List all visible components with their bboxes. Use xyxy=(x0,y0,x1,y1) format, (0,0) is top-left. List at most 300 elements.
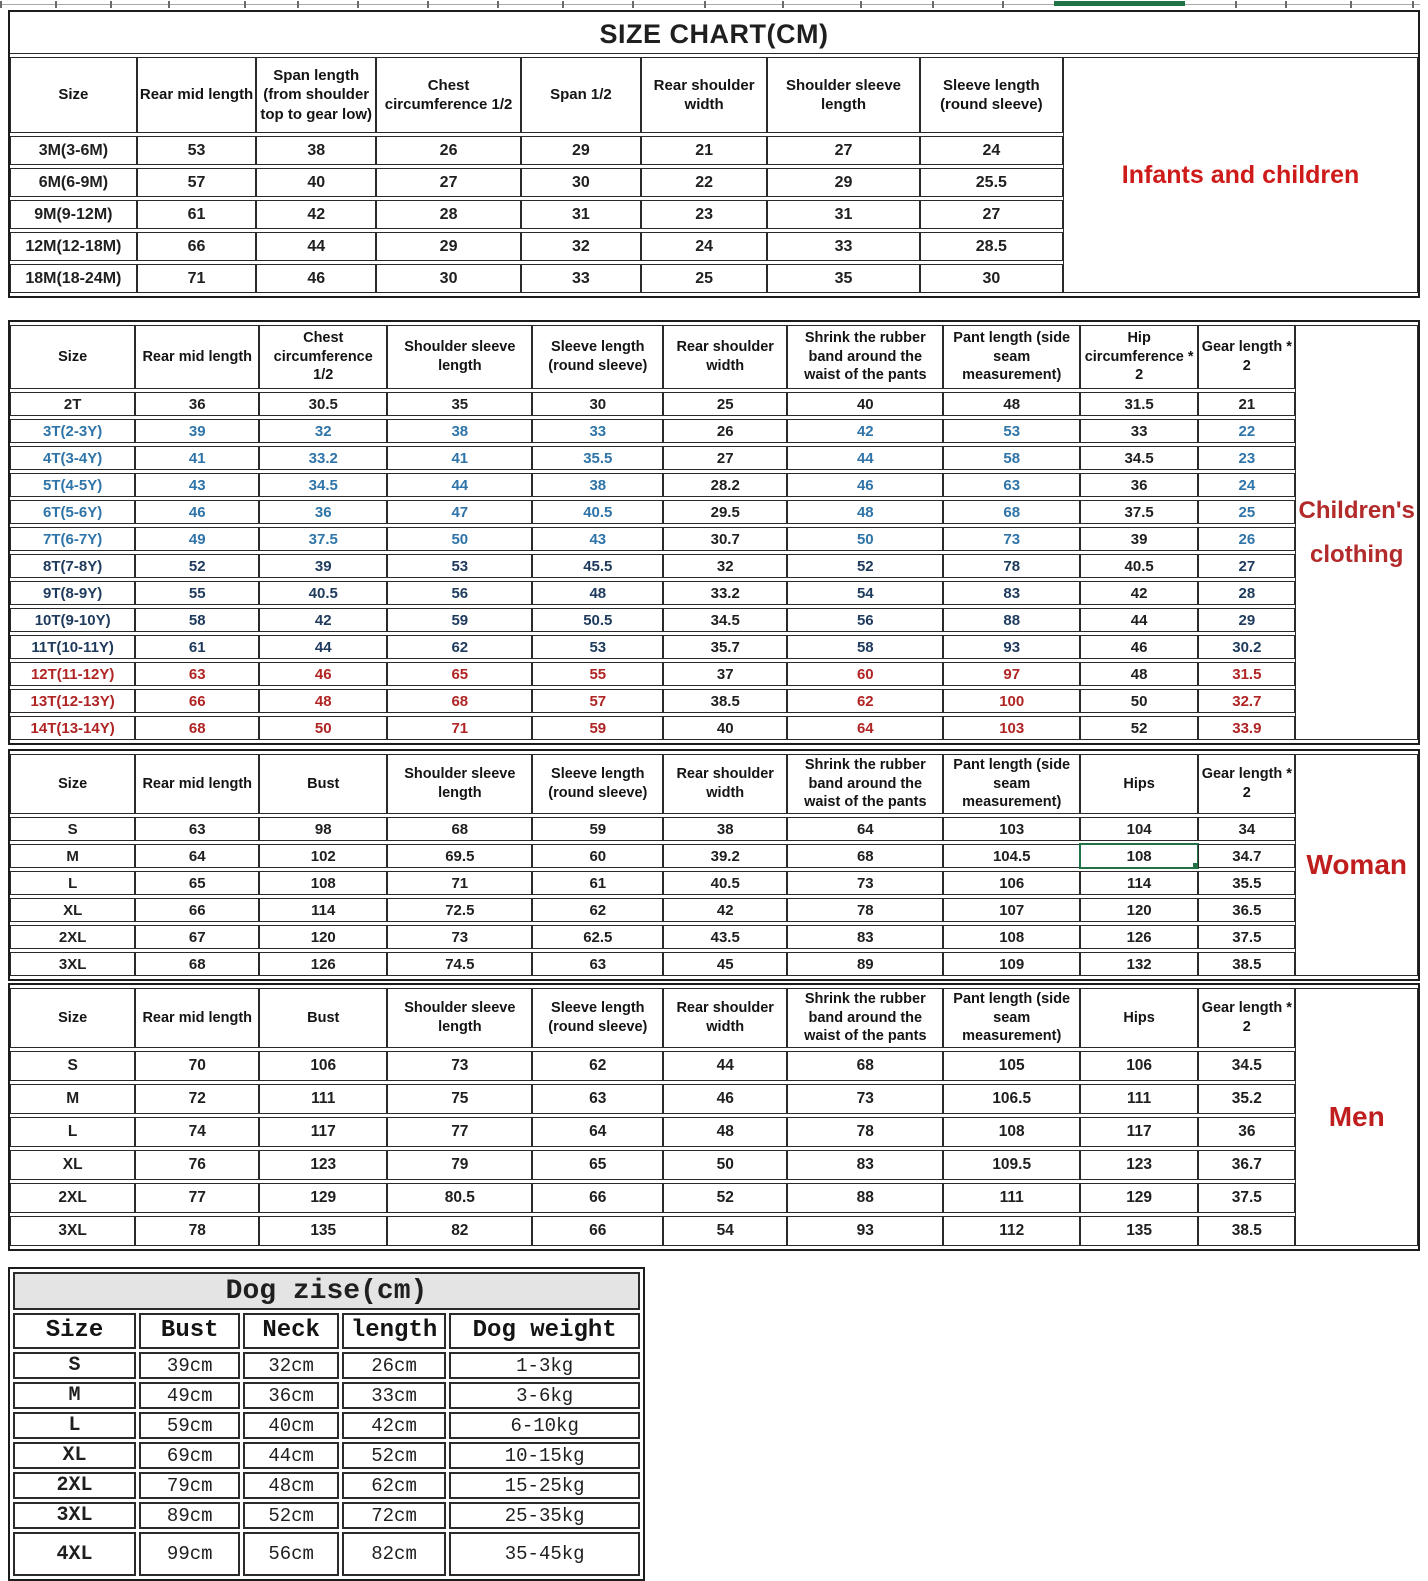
cell: 109 xyxy=(943,952,1080,976)
cell: 3-6kg xyxy=(449,1382,640,1409)
cell: S xyxy=(10,817,135,841)
cell: 106 xyxy=(259,1051,387,1081)
size-chart-document xyxy=(0,10,1428,1581)
cell: 10T(9-10Y) xyxy=(10,608,135,632)
cell: 8T(7-8Y) xyxy=(10,554,135,578)
column-boundary-tick xyxy=(632,1,634,8)
cell: 135 xyxy=(1080,1216,1198,1246)
cell: 31.5 xyxy=(1198,662,1295,686)
cell: 64 xyxy=(787,817,943,841)
header-cell: Shrink the rubber band around the waist of the pants xyxy=(787,754,943,814)
cell: 11T(10-11Y) xyxy=(10,635,135,659)
cell: 106 xyxy=(1080,1051,1198,1081)
cell: 25 xyxy=(1198,500,1295,524)
cell: 34.7 xyxy=(1198,844,1295,868)
cell: 9M(9-12M) xyxy=(10,200,137,229)
cell: 32.7 xyxy=(1198,689,1295,713)
cell: 40.5 xyxy=(532,500,663,524)
cell: 24 xyxy=(920,136,1064,165)
cell: 3M(3-6M) xyxy=(10,136,137,165)
cell: 55 xyxy=(532,662,663,686)
cell: 36cm xyxy=(243,1382,338,1409)
cell: 25 xyxy=(663,392,787,416)
cell: 9T(8-9Y) xyxy=(10,581,135,605)
cell: 82cm xyxy=(342,1532,447,1576)
header-row xyxy=(10,754,1418,814)
cell: 6-10kg xyxy=(449,1412,640,1439)
cell: 64 xyxy=(532,1117,663,1147)
header-cell: Rear shoulder width xyxy=(663,988,787,1048)
infants-size-table-side-label: Infants and children xyxy=(1063,57,1418,293)
cell: 111 xyxy=(259,1084,387,1114)
cell: 49cm xyxy=(139,1382,240,1409)
cell: 68 xyxy=(135,952,259,976)
cell: 27 xyxy=(920,200,1064,229)
column-boundary-tick xyxy=(562,1,564,8)
header-cell: Gear length * 2 xyxy=(1198,754,1295,814)
men-size-table xyxy=(10,985,1418,1249)
dog-size-table-title: Dog zise(cm) xyxy=(13,1272,640,1310)
header-row xyxy=(10,988,1418,1048)
cell: 44 xyxy=(259,635,387,659)
infants-section xyxy=(8,10,1420,298)
header-cell: Bust xyxy=(259,988,387,1048)
header-cell: Size xyxy=(10,754,135,814)
cell: 53 xyxy=(137,136,257,165)
cell: 35.2 xyxy=(1198,1084,1295,1114)
table-row xyxy=(10,716,1418,740)
table-row xyxy=(10,581,1418,605)
cell: 25.5 xyxy=(920,168,1064,197)
cell: 3T(2-3Y) xyxy=(10,419,135,443)
cell: 2XL xyxy=(10,1183,135,1213)
cell: 58 xyxy=(787,635,943,659)
header-cell: Gear length * 2 xyxy=(1198,988,1295,1048)
cell: 33 xyxy=(767,232,919,261)
cell: 132 xyxy=(1080,952,1198,976)
cell: 72cm xyxy=(342,1502,447,1529)
cell: 27 xyxy=(376,168,521,197)
cell: 36.5 xyxy=(1198,898,1295,922)
cell: 103 xyxy=(943,817,1080,841)
header-cell: Dog weight xyxy=(449,1313,640,1349)
cell: 61 xyxy=(532,871,663,895)
header-cell: Hips xyxy=(1080,988,1198,1048)
cell: M xyxy=(10,844,135,868)
column-boundary-tick xyxy=(244,1,246,8)
cell: 44 xyxy=(256,232,376,261)
cell: 72 xyxy=(135,1084,259,1114)
table-row xyxy=(10,817,1418,841)
cell: XL xyxy=(10,1150,135,1180)
cell: 74 xyxy=(135,1117,259,1147)
cell: 31 xyxy=(521,200,641,229)
cell: 56 xyxy=(387,581,532,605)
cell: 114 xyxy=(259,898,387,922)
cell: 36.7 xyxy=(1198,1150,1295,1180)
cell: 42 xyxy=(256,200,376,229)
table-row xyxy=(10,608,1418,632)
cell: 10-15kg xyxy=(449,1442,640,1469)
cell: 23 xyxy=(641,200,768,229)
header-cell: Rear mid length xyxy=(135,325,259,389)
cell: 46 xyxy=(256,264,376,293)
header-cell: length xyxy=(342,1313,447,1349)
cell: 44 xyxy=(1080,608,1198,632)
table-row xyxy=(10,662,1418,686)
cell: M xyxy=(10,1084,135,1114)
cell: M xyxy=(13,1382,136,1409)
cell: 49 xyxy=(135,527,259,551)
cell: S xyxy=(10,1051,135,1081)
cell: 83 xyxy=(787,925,943,949)
column-boundary-tick xyxy=(782,1,784,8)
header-cell: Sleeve length (round sleeve) xyxy=(532,988,663,1048)
cell: 68 xyxy=(787,1051,943,1081)
cell: 3XL xyxy=(10,952,135,976)
header-cell: Sleeve length (round sleeve) xyxy=(920,57,1064,133)
cell: 79cm xyxy=(139,1472,240,1499)
cell: 42 xyxy=(259,608,387,632)
cell: 48 xyxy=(663,1117,787,1147)
cell: 63 xyxy=(135,662,259,686)
cell: 30 xyxy=(920,264,1064,293)
cell: 2XL xyxy=(13,1472,136,1499)
cell: XL xyxy=(13,1442,136,1469)
cell: 62 xyxy=(532,898,663,922)
header-cell: Rear mid length xyxy=(135,754,259,814)
cell: 30.2 xyxy=(1198,635,1295,659)
header-row xyxy=(13,1313,640,1349)
cell: 97 xyxy=(943,662,1080,686)
cell: 39 xyxy=(259,554,387,578)
header-cell: Span 1/2 xyxy=(521,57,641,133)
cell: 27 xyxy=(663,446,787,470)
cell: 48 xyxy=(259,689,387,713)
cell: 102 xyxy=(259,844,387,868)
cell: 66 xyxy=(532,1216,663,1246)
cell: 100 xyxy=(943,689,1080,713)
children-size-table-side-label: Children's clothing xyxy=(1295,325,1418,740)
cell: 53 xyxy=(532,635,663,659)
cell: 37.5 xyxy=(1198,925,1295,949)
cell: 64 xyxy=(787,716,943,740)
cell: 30.7 xyxy=(663,527,787,551)
header-cell: Shrink the rubber band around the waist of the pants xyxy=(787,988,943,1048)
cell: 47 xyxy=(387,500,532,524)
header-cell: Neck xyxy=(243,1313,338,1349)
cell: L xyxy=(10,871,135,895)
column-boundary-tick xyxy=(1002,1,1004,8)
cell: 73 xyxy=(787,871,943,895)
header-cell: Shoulder sleeve length xyxy=(767,57,919,133)
cell: 52 xyxy=(135,554,259,578)
cell: 33 xyxy=(521,264,641,293)
cell: 33 xyxy=(1080,419,1198,443)
cell: 44 xyxy=(787,446,943,470)
header-cell: Sleeve length (round sleeve) xyxy=(532,754,663,814)
header-cell: Size xyxy=(10,325,135,389)
header-cell: Shoulder sleeve length xyxy=(387,754,532,814)
table-row xyxy=(10,392,1418,416)
selected-cell[interactable]: 108 xyxy=(1080,844,1198,868)
cell: 38 xyxy=(256,136,376,165)
table-row xyxy=(10,1051,1418,1081)
cell: 62.5 xyxy=(532,925,663,949)
header-cell: Hip circumference * 2 xyxy=(1080,325,1198,389)
cell: 29 xyxy=(767,168,919,197)
table-row xyxy=(10,1216,1418,1246)
cell: L xyxy=(13,1412,136,1439)
cell: 52 xyxy=(787,554,943,578)
cell: 106.5 xyxy=(943,1084,1080,1114)
cell: 33cm xyxy=(342,1382,447,1409)
table-row xyxy=(10,1150,1418,1180)
cell: 123 xyxy=(259,1150,387,1180)
header-cell: Pant length (side seam measurement) xyxy=(943,754,1080,814)
cell: 48 xyxy=(787,500,943,524)
woman-size-table xyxy=(10,751,1418,979)
infants-size-table xyxy=(10,12,1418,296)
cell: 40.5 xyxy=(259,581,387,605)
cell: 42 xyxy=(1080,581,1198,605)
cell: 40.5 xyxy=(1080,554,1198,578)
table-row xyxy=(13,1532,640,1576)
cell: L xyxy=(10,1117,135,1147)
cell: 114 xyxy=(1080,871,1198,895)
column-boundary-tick xyxy=(0,1,2,8)
cell: 78 xyxy=(787,1117,943,1147)
cell: 38.5 xyxy=(663,689,787,713)
cell: 68 xyxy=(943,500,1080,524)
cell: 28 xyxy=(376,200,521,229)
header-cell: Rear shoulder width xyxy=(663,754,787,814)
cell: 24 xyxy=(641,232,768,261)
cell: 25-35kg xyxy=(449,1502,640,1529)
cell: 120 xyxy=(259,925,387,949)
cell: 35.7 xyxy=(663,635,787,659)
cell: 70 xyxy=(135,1051,259,1081)
cell: 99cm xyxy=(139,1532,240,1576)
cell: 50 xyxy=(1080,689,1198,713)
cell: 73 xyxy=(943,527,1080,551)
cell: 135 xyxy=(259,1216,387,1246)
cell: 7T(6-7Y) xyxy=(10,527,135,551)
header-cell: Rear shoulder width xyxy=(663,325,787,389)
cell: 32 xyxy=(259,419,387,443)
cell: 64 xyxy=(135,844,259,868)
cell: 29 xyxy=(376,232,521,261)
header-cell: Sleeve length (round sleeve) xyxy=(532,325,663,389)
header-cell: Bust xyxy=(139,1313,240,1349)
column-boundary-tick xyxy=(932,1,934,8)
cell: 22 xyxy=(641,168,768,197)
cell: 48cm xyxy=(243,1472,338,1499)
cell: 21 xyxy=(641,136,768,165)
cell: 28 xyxy=(1198,581,1295,605)
cell: 69.5 xyxy=(387,844,532,868)
cell: 109.5 xyxy=(943,1150,1080,1180)
cell: 52cm xyxy=(342,1442,447,1469)
table-row xyxy=(10,1084,1418,1114)
cell: 32cm xyxy=(243,1352,338,1379)
cell: 120 xyxy=(1080,898,1198,922)
column-boundary-tick xyxy=(1412,1,1414,8)
spreadsheet-top-strip xyxy=(0,0,1420,10)
cell: 68 xyxy=(135,716,259,740)
cell: 66 xyxy=(532,1183,663,1213)
cell: 29.5 xyxy=(663,500,787,524)
cell: 126 xyxy=(259,952,387,976)
cell: 15-25kg xyxy=(449,1472,640,1499)
cell: 40 xyxy=(663,716,787,740)
cell: 39 xyxy=(1080,527,1198,551)
cell: 5T(4-5Y) xyxy=(10,473,135,497)
cell: 79 xyxy=(387,1150,532,1180)
cell: 77 xyxy=(135,1183,259,1213)
cell: 53 xyxy=(387,554,532,578)
table-row xyxy=(10,871,1418,895)
column-boundary-tick xyxy=(497,1,499,8)
header-cell: Rear mid length xyxy=(135,988,259,1048)
cell: 41 xyxy=(135,446,259,470)
cell: 30 xyxy=(376,264,521,293)
cell: 21 xyxy=(1198,392,1295,416)
header-cell: Rear mid length xyxy=(137,57,257,133)
column-boundary-tick xyxy=(1235,1,1237,8)
cell: 68 xyxy=(787,844,943,868)
cell: 35.5 xyxy=(1198,871,1295,895)
header-cell: Pant length (side seam measurement) xyxy=(943,325,1080,389)
cell: 48 xyxy=(1080,662,1198,686)
cell: 24 xyxy=(1198,473,1295,497)
table-row xyxy=(10,554,1418,578)
dog-section xyxy=(8,1267,645,1581)
column-boundary-tick xyxy=(704,1,706,8)
table-row xyxy=(10,1117,1418,1147)
cell: 36 xyxy=(1198,1117,1295,1147)
column-boundary-tick xyxy=(110,1,112,8)
cell: 60 xyxy=(787,662,943,686)
header-cell: Gear length * 2 xyxy=(1198,325,1295,389)
cell: 43.5 xyxy=(663,925,787,949)
column-boundary-tick xyxy=(860,1,862,8)
cell: 2XL xyxy=(10,925,135,949)
cell: 4XL xyxy=(13,1532,136,1576)
cell: 57 xyxy=(532,689,663,713)
cell: 88 xyxy=(787,1183,943,1213)
cell: 52cm xyxy=(243,1502,338,1529)
cell: 34.5 xyxy=(1198,1051,1295,1081)
cell: 33 xyxy=(532,419,663,443)
cell: 108 xyxy=(943,1117,1080,1147)
cell: 35 xyxy=(767,264,919,293)
cell: 104.5 xyxy=(943,844,1080,868)
cell: 37.5 xyxy=(259,527,387,551)
cell: 46 xyxy=(787,473,943,497)
cell: 78 xyxy=(943,554,1080,578)
cell: 34.5 xyxy=(1080,446,1198,470)
cell: 129 xyxy=(259,1183,387,1213)
header-cell: Pant length (side seam measurement) xyxy=(943,988,1080,1048)
cell: 73 xyxy=(387,925,532,949)
cell: 56cm xyxy=(243,1532,338,1576)
cell: 54 xyxy=(787,581,943,605)
cell: 39cm xyxy=(139,1352,240,1379)
cell: 37 xyxy=(663,662,787,686)
cell: 58 xyxy=(943,446,1080,470)
cell: 56 xyxy=(787,608,943,632)
cell: 36 xyxy=(1080,473,1198,497)
men-size-table-side-label: Men xyxy=(1295,988,1418,1246)
table-row xyxy=(10,1183,1418,1213)
cell: 93 xyxy=(787,1216,943,1246)
men-section xyxy=(8,983,1420,1251)
cell: 43 xyxy=(135,473,259,497)
column-boundary-tick xyxy=(168,1,170,8)
cell: 35 xyxy=(387,392,532,416)
cell: 52 xyxy=(663,1183,787,1213)
cell: 44 xyxy=(663,1051,787,1081)
cell: 37.5 xyxy=(1198,1183,1295,1213)
cell: 108 xyxy=(943,925,1080,949)
cell: 88 xyxy=(943,608,1080,632)
cell: 71 xyxy=(137,264,257,293)
cell: 48 xyxy=(943,392,1080,416)
header-row xyxy=(10,57,1418,133)
cell: 40cm xyxy=(243,1412,338,1439)
cell: 23 xyxy=(1198,446,1295,470)
cell: S xyxy=(13,1352,136,1379)
cell: 63 xyxy=(532,952,663,976)
cell: 27 xyxy=(767,136,919,165)
cell: 26 xyxy=(1198,527,1295,551)
woman-section xyxy=(8,749,1420,981)
header-row xyxy=(10,325,1418,389)
cell: 53 xyxy=(943,419,1080,443)
cell: 123 xyxy=(1080,1150,1198,1180)
cell: 42 xyxy=(787,419,943,443)
cell: 50 xyxy=(787,527,943,551)
cell: 22 xyxy=(1198,419,1295,443)
cell: 65 xyxy=(135,871,259,895)
table-row xyxy=(10,419,1418,443)
cell: 35-45kg xyxy=(449,1532,640,1576)
cell: 6T(5-6Y) xyxy=(10,500,135,524)
cell: 68 xyxy=(387,817,532,841)
cell: 60 xyxy=(532,844,663,868)
cell: 59 xyxy=(532,817,663,841)
cell: 43 xyxy=(532,527,663,551)
cell: 38 xyxy=(663,817,787,841)
cell: 63 xyxy=(135,817,259,841)
cell: 89cm xyxy=(139,1502,240,1529)
cell: 61 xyxy=(137,200,257,229)
cell: 32 xyxy=(521,232,641,261)
cell: 45 xyxy=(663,952,787,976)
cell: 41 xyxy=(387,446,532,470)
cell: 26 xyxy=(376,136,521,165)
cell: 107 xyxy=(943,898,1080,922)
cell: 31 xyxy=(767,200,919,229)
cell: 59 xyxy=(387,608,532,632)
table-row xyxy=(13,1382,640,1409)
cell: 108 xyxy=(259,871,387,895)
cell: 28.2 xyxy=(663,473,787,497)
cell: 62 xyxy=(532,1051,663,1081)
cell: 52 xyxy=(1080,716,1198,740)
header-cell: Shoulder sleeve length xyxy=(387,325,532,389)
